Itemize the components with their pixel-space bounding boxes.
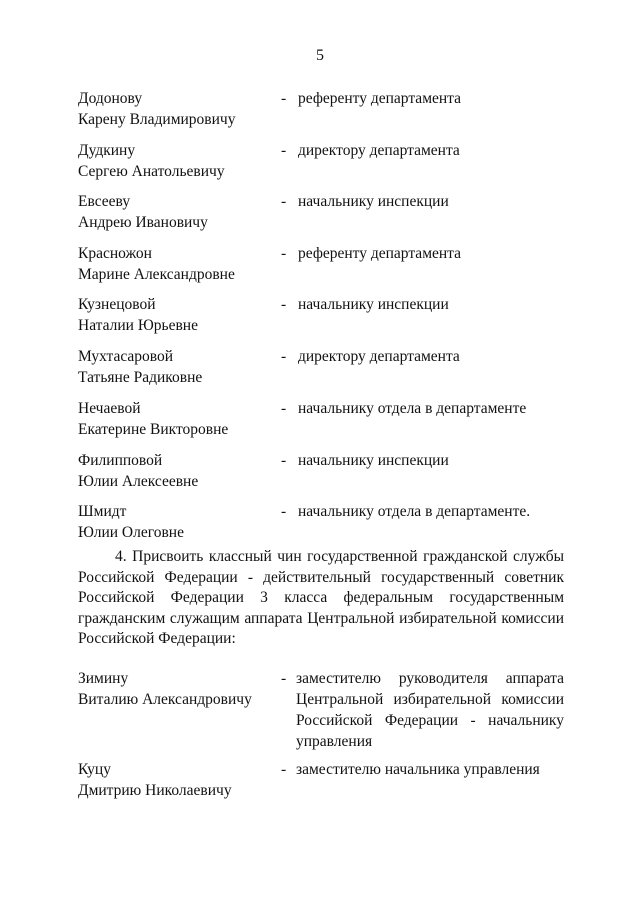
dash: - xyxy=(281,761,287,778)
position-title: начальнику отдела в департаменте xyxy=(298,400,527,417)
person-name xyxy=(78,668,252,710)
surname: Красножон xyxy=(78,245,152,262)
position-title: начальнику инспекции xyxy=(298,296,449,313)
dash: - xyxy=(281,503,287,520)
dash: - xyxy=(281,90,287,107)
given-name: Андрею Ивановичу xyxy=(78,214,208,231)
given-name: Татьяне Радиковне xyxy=(78,369,203,386)
dash: - xyxy=(281,245,287,262)
surname: Дудкину xyxy=(78,142,136,159)
dash: - xyxy=(281,348,287,365)
surname: Нечаевой xyxy=(78,400,141,417)
person-name xyxy=(78,243,235,285)
surname: Евсееву xyxy=(78,193,131,210)
given-name: Екатерине Викторовне xyxy=(78,421,229,438)
given-name: Марине Александровне xyxy=(78,266,235,283)
surname: Мухтасаровой xyxy=(78,348,174,365)
position-title: заместителю руководителя аппарата Центральной избирательной комиссии Российской Федерации - начальнику управления xyxy=(296,670,564,750)
position-title: начальнику инспекции xyxy=(298,193,449,210)
person-name xyxy=(78,501,184,543)
given-name: Наталии Юрьевне xyxy=(78,317,198,334)
position-title: заместителю начальника управления xyxy=(296,761,540,778)
given-name: Дмитрию Николаевичу xyxy=(78,782,232,799)
page-number: 5 xyxy=(316,47,324,64)
given-name: Сергею Анатольевичу xyxy=(78,163,225,180)
given-name: Юлии Алексеевне xyxy=(78,473,199,490)
surname: Зимину xyxy=(78,670,129,687)
given-name: Виталию Александровичу xyxy=(78,691,252,708)
person-name xyxy=(78,398,228,440)
person-name xyxy=(78,140,225,182)
surname: Додонову xyxy=(78,90,143,107)
dash: - xyxy=(281,670,287,687)
dash: - xyxy=(281,296,287,313)
surname: Кузнецовой xyxy=(78,296,156,313)
surname: Куцу xyxy=(78,761,111,778)
dash: - xyxy=(281,142,287,159)
person-name xyxy=(78,450,198,492)
position-title: начальнику инспекции xyxy=(298,452,449,469)
person-name xyxy=(78,294,198,336)
person-name xyxy=(78,88,235,130)
position-title: референту департамента xyxy=(298,245,462,262)
position-title: директору департамента xyxy=(298,142,460,159)
person-name xyxy=(78,191,208,233)
dash: - xyxy=(281,193,287,210)
paragraph-4: 4. Присвоить классный чин государственной гражданской службы Российской Федерации - действительный государственный советник Российской Федерации 3 класса федеральным государственным гражданским служащим аппарата Центральной избирательной комиссии Российской Федерации: xyxy=(78,548,564,647)
person-name xyxy=(78,346,202,388)
position-title: референту департамента xyxy=(298,90,462,107)
position-title: начальнику отдела в департаменте. xyxy=(298,503,531,520)
surname: Шмидт xyxy=(78,503,127,520)
position-title: директору департамента xyxy=(298,348,460,365)
dash: - xyxy=(281,400,287,417)
dash: - xyxy=(281,452,287,469)
given-name: Карену Владимировичу xyxy=(78,111,236,128)
person-name xyxy=(78,759,232,801)
given-name: Юлии Олеговне xyxy=(78,524,184,541)
surname: Филипповой xyxy=(78,452,163,469)
